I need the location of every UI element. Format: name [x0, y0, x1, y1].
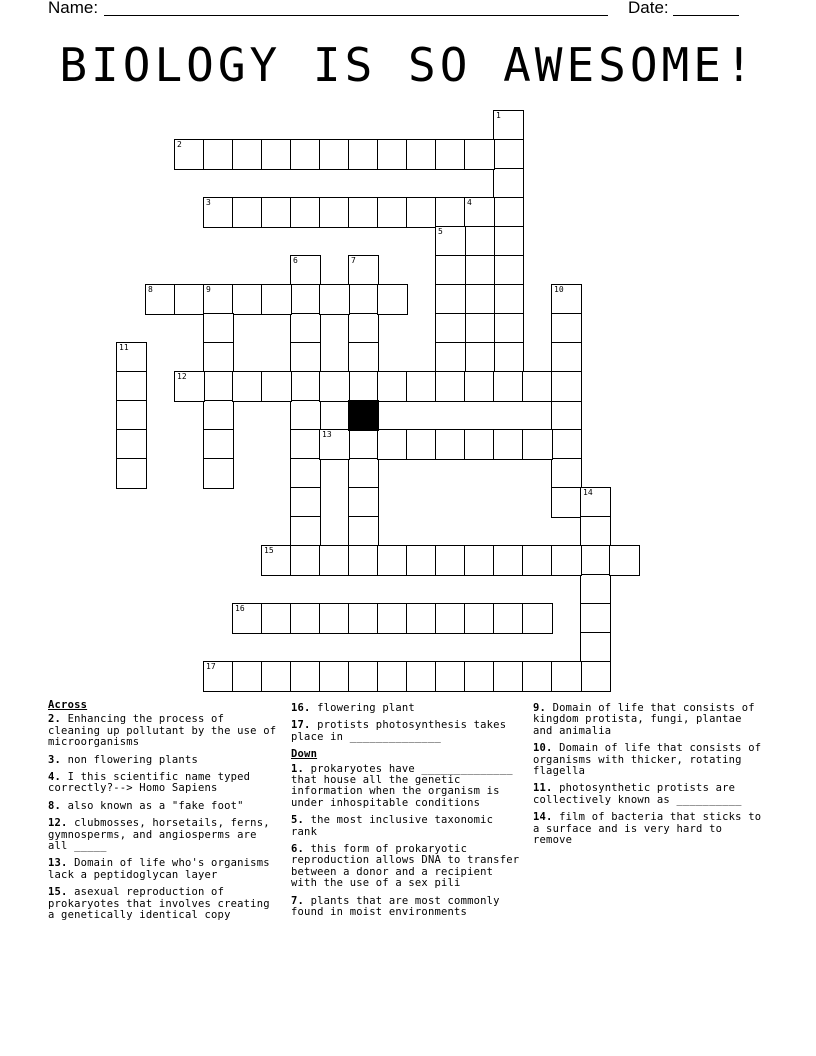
clue-text: Domain of life who's organisms lack a peptidoglycan layer [48, 857, 270, 881]
clue-text: this form of prokaryotic reproduction allows DNA to transfer between a donor and a recipient with the use of a sex pili [291, 843, 520, 890]
crossword-cell[interactable] [581, 546, 610, 575]
crossword-cell[interactable] [581, 633, 610, 662]
down-heading: Down [291, 748, 318, 761]
clue-number: 5. [291, 814, 305, 827]
down-clue [533, 743, 765, 777]
crossword-cell[interactable] [523, 372, 552, 401]
across-clue [48, 714, 280, 748]
crossword-cell[interactable] [291, 372, 320, 401]
crossword-cell[interactable] [523, 604, 552, 633]
crossword-cell[interactable] [378, 662, 407, 691]
clue-number: 4 [467, 198, 472, 207]
crossword-cell[interactable] [320, 604, 349, 633]
crossword-cell[interactable] [494, 430, 523, 459]
crossword-cell[interactable] [262, 604, 291, 633]
crossword-cell[interactable] [552, 488, 581, 517]
crossword-cell[interactable] [436, 256, 465, 285]
crossword-cell[interactable] [494, 343, 523, 372]
crossword-cell[interactable] [407, 604, 436, 633]
crossword-cell[interactable] [349, 140, 378, 169]
crossword-cell[interactable] [349, 256, 378, 285]
crossword-cell[interactable] [117, 401, 146, 430]
crossword-cell[interactable] [291, 459, 320, 488]
crossword-cell[interactable] [204, 372, 233, 401]
crossword-cell[interactable] [494, 256, 523, 285]
crossword-cell[interactable] [407, 140, 436, 169]
crossword-cell[interactable] [494, 314, 523, 343]
clue-text: I this scientific name typed correctly?--> Homo Sapiens [48, 771, 251, 795]
clue-text: also known as a "fake foot" [61, 799, 244, 812]
crossword-cell[interactable] [523, 430, 552, 459]
clue-text: photosynthetic protists are collectively known as __________ [533, 782, 742, 806]
crossword-cell[interactable] [494, 169, 523, 198]
down-clue [291, 844, 523, 890]
down-clue-list [291, 764, 523, 919]
crossword-cell[interactable] [378, 140, 407, 169]
crossword-cell[interactable] [349, 662, 378, 691]
clue-number: 8 [148, 285, 153, 294]
crossword-cell[interactable] [175, 140, 204, 169]
crossword-cell[interactable] [204, 459, 233, 488]
crossword-cell[interactable] [175, 372, 204, 401]
crossword-cell[interactable] [378, 430, 407, 459]
crossword-cell[interactable] [349, 372, 378, 401]
crossword-cell[interactable] [291, 140, 320, 169]
clue-number: 10 [554, 285, 564, 294]
across-clue [291, 720, 523, 743]
crossword-cell[interactable] [465, 314, 494, 343]
crossword-cell[interactable] [233, 372, 262, 401]
crossword-cell[interactable] [378, 372, 407, 401]
crossword-cell[interactable] [552, 343, 581, 372]
crossword-cell[interactable] [233, 140, 262, 169]
across-clue [48, 755, 280, 766]
clue-number: 7 [351, 256, 356, 265]
crossword-cell[interactable] [146, 285, 175, 314]
clue-text: Domain of life that consists of organisms with thicker, rotating flagella [533, 742, 762, 778]
crossword-cell[interactable] [233, 198, 262, 227]
across-clue-list [48, 714, 280, 921]
crossword-cell[interactable] [291, 430, 320, 459]
crossword-cell[interactable] [465, 343, 494, 372]
clue-number: 11. [533, 782, 553, 795]
crossword-cell[interactable] [494, 604, 523, 633]
clue-number: 3 [206, 198, 211, 207]
clue-number: 13. [48, 857, 68, 870]
crossword-cell[interactable] [204, 401, 233, 430]
crossword-cell[interactable] [494, 140, 523, 169]
down-clue [533, 783, 765, 806]
crossword-cell[interactable] [262, 198, 291, 227]
down-clue [291, 764, 523, 810]
crossword-cell[interactable] [465, 198, 494, 227]
crossword-cell[interactable] [465, 256, 494, 285]
clue-text: Enhancing the process of cleaning up pollutant by the use of microorganisms [48, 713, 277, 749]
crossword-cell[interactable] [349, 546, 378, 575]
clue-text: film of bacteria that sticks to a surface and is very hard to remove [533, 811, 762, 847]
crossword-cell[interactable] [291, 517, 320, 546]
puzzle-title: BIOLOGY IS SO AWESOME! [59, 38, 757, 92]
crossword-cell[interactable] [291, 198, 320, 227]
crossword-cell[interactable] [320, 430, 349, 459]
crossword-cell[interactable] [436, 285, 465, 314]
crossword-cell[interactable] [552, 662, 581, 691]
crossword-cell[interactable] [436, 604, 465, 633]
crossword-cell[interactable] [233, 662, 262, 691]
crossword-cell[interactable] [291, 314, 320, 343]
down-clue [533, 703, 765, 737]
crossword-cell[interactable] [436, 140, 465, 169]
clue-number: 6. [291, 843, 305, 856]
crossword-cell[interactable] [204, 198, 233, 227]
clue-number: 10. [533, 742, 553, 755]
crossword-cell[interactable] [407, 546, 436, 575]
crossword-cell[interactable] [262, 546, 291, 575]
crossword-cell[interactable] [581, 517, 610, 546]
crossword-cell[interactable] [378, 604, 407, 633]
crossword-cell[interactable] [204, 140, 233, 169]
crossword-cell[interactable] [465, 372, 494, 401]
across-heading: Across [48, 699, 88, 711]
crossword-cell[interactable] [436, 227, 465, 256]
crossword-cell[interactable] [262, 140, 291, 169]
clues-column-2 [291, 700, 523, 925]
crossword-cell[interactable] [349, 459, 378, 488]
crossword-cell[interactable] [552, 459, 581, 488]
crossword-cell[interactable] [436, 314, 465, 343]
crossword-cell[interactable] [552, 314, 581, 343]
crossword-cell[interactable] [581, 604, 610, 633]
crossword-cell[interactable] [262, 662, 291, 691]
crossword-cell[interactable] [204, 430, 233, 459]
crossword-cell[interactable] [610, 546, 639, 575]
clue-number: 16 [235, 604, 245, 613]
crossword-cell[interactable] [465, 430, 494, 459]
crossword-cell[interactable] [494, 285, 523, 314]
across-clue [48, 887, 280, 921]
crossword-cell[interactable] [378, 198, 407, 227]
clue-text: clubmosses, horsetails, ferns, gymnosperms, and angiosperms are all _____ [48, 817, 270, 853]
clue-number: 12 [177, 372, 187, 381]
crossword-cell[interactable] [291, 604, 320, 633]
crossword-cell[interactable] [175, 285, 204, 314]
crossword-cell[interactable] [291, 256, 320, 285]
crossword-cell[interactable] [494, 198, 523, 227]
crossword-cell[interactable] [436, 372, 465, 401]
down-clue [533, 812, 765, 846]
crossword-cell[interactable] [436, 662, 465, 691]
clue-text: asexual reproduction of prokaryotes that involves creating a genetically identical copy [48, 886, 270, 922]
crossword-cell[interactable] [465, 604, 494, 633]
across-clue [48, 858, 280, 881]
clue-text: flowering plant [310, 702, 415, 714]
crossword-cell[interactable] [581, 662, 610, 691]
crossword-cell[interactable] [262, 372, 291, 401]
crossword-cell[interactable] [349, 314, 378, 343]
crossword-cell[interactable] [552, 401, 581, 430]
crossword-cell[interactable] [320, 372, 349, 401]
crossword-cell[interactable] [407, 372, 436, 401]
crossword-cell[interactable] [436, 546, 465, 575]
clue-number: 1 [496, 111, 501, 120]
crossword-cell[interactable] [465, 285, 494, 314]
crossword-cell[interactable] [349, 198, 378, 227]
clues-column-1 [48, 700, 280, 928]
crossword-cell[interactable] [436, 343, 465, 372]
crossword-cell[interactable] [552, 430, 581, 459]
crossword-cell[interactable] [320, 140, 349, 169]
clue-number: 14. [533, 811, 553, 824]
crossword-cell[interactable] [494, 372, 523, 401]
crossword-cell[interactable] [291, 343, 320, 372]
crossword-cell[interactable] [407, 662, 436, 691]
down-clue [291, 896, 523, 919]
clue-number: 13 [322, 430, 332, 439]
crossword-cell[interactable] [291, 401, 320, 430]
crossword-cell[interactable] [494, 111, 523, 140]
name-label: Name: [48, 0, 99, 17]
crossword-cell[interactable] [494, 662, 523, 691]
clues-column-3 [533, 700, 765, 852]
crossword-cell[interactable] [465, 662, 494, 691]
clue-number: 15. [48, 886, 68, 899]
crossword-cell[interactable] [494, 546, 523, 575]
crossword-cell[interactable] [204, 662, 233, 691]
crossword-cell[interactable] [378, 546, 407, 575]
crossword-cell[interactable] [204, 314, 233, 343]
clue-number: 17 [206, 662, 216, 671]
crossword-cell[interactable] [117, 430, 146, 459]
crossword-cell[interactable] [291, 546, 320, 575]
across-clue [48, 801, 280, 812]
clue-number: 14 [583, 488, 593, 497]
crossword-cell[interactable] [349, 343, 378, 372]
clue-number: 2 [177, 140, 182, 149]
crossword-cell[interactable] [204, 285, 233, 314]
crossword-cell[interactable] [349, 285, 378, 314]
crossword-cell[interactable] [552, 285, 581, 314]
crossword-cell[interactable] [291, 662, 320, 691]
crossword-cell[interactable] [523, 546, 552, 575]
clue-number: 3. [48, 753, 62, 766]
crossword-cell[interactable] [436, 430, 465, 459]
crossword-cell[interactable] [320, 285, 349, 314]
clue-number: 9 [206, 285, 211, 294]
clue-number: 5 [438, 227, 443, 236]
crossword-cell[interactable] [465, 546, 494, 575]
crossword-cell[interactable] [407, 430, 436, 459]
clue-text: the most inclusive taxonomic rank [291, 814, 494, 838]
crossword-cell[interactable] [465, 227, 494, 256]
crossword-cell[interactable] [349, 517, 378, 546]
crossword-cell[interactable] [465, 140, 494, 169]
clue-number: 17. [291, 719, 311, 732]
clue-number: 8. [48, 799, 62, 812]
crossword-cell[interactable] [378, 285, 407, 314]
crossword-cell[interactable] [117, 459, 146, 488]
across-clue [48, 772, 280, 795]
clue-text: plants that are most commonly found in moist environments [291, 894, 500, 919]
clue-number: 9. [533, 702, 547, 714]
date-label: Date: [628, 0, 669, 17]
clue-text: protists photosynthesis takes place in ______________ [291, 719, 507, 743]
across-clue [48, 818, 280, 852]
crossword-cell[interactable] [291, 285, 320, 314]
across-clue [291, 703, 523, 714]
crossword-cell[interactable] [117, 343, 146, 372]
clue-number: 1. [291, 762, 305, 775]
crossword-cell[interactable] [552, 546, 581, 575]
crossword-cell[interactable] [320, 662, 349, 691]
crossword-cell[interactable] [320, 198, 349, 227]
crossword-cell[interactable] [233, 285, 262, 314]
crossword-cell[interactable] [436, 198, 465, 227]
crossword-cell[interactable] [117, 372, 146, 401]
crossword-cell[interactable] [523, 662, 552, 691]
crossword-cell[interactable] [291, 488, 320, 517]
clue-number: 15 [264, 546, 274, 555]
clue-number: 16. [291, 702, 311, 714]
crossword-cell[interactable] [204, 343, 233, 372]
clue-number: 11 [119, 343, 129, 352]
clue-number: 4. [48, 771, 62, 784]
crossword-cell[interactable] [349, 604, 378, 633]
clue-text: Domain of life that consists of kingdom protista, fungi, plantae and animalia [533, 702, 755, 737]
crossword-cell[interactable] [494, 227, 523, 256]
crossword-cell[interactable] [233, 604, 262, 633]
clue-number: 6 [293, 256, 298, 265]
crossword-cell[interactable] [349, 430, 378, 459]
crossword-cell[interactable] [581, 575, 610, 604]
crossword-cell[interactable] [552, 372, 581, 401]
crossword-cell[interactable] [407, 198, 436, 227]
crossword-cell[interactable] [581, 488, 610, 517]
crossword-cell[interactable] [262, 285, 291, 314]
clue-text: non flowering plants [61, 753, 198, 766]
clue-number: 2. [48, 713, 62, 726]
across-clue-list-continued [291, 703, 523, 743]
crossword-cell[interactable] [320, 546, 349, 575]
clue-number: 12. [48, 817, 68, 830]
clue-number: 7. [291, 894, 305, 907]
down-clue-list-continued [533, 703, 765, 846]
black-square [349, 401, 378, 430]
clue-text: prokaryotes have ______________ that house all the genetic information when the organism is under inhospitable conditions [291, 762, 513, 809]
crossword-cell[interactable] [349, 488, 378, 517]
down-clue [291, 815, 523, 838]
